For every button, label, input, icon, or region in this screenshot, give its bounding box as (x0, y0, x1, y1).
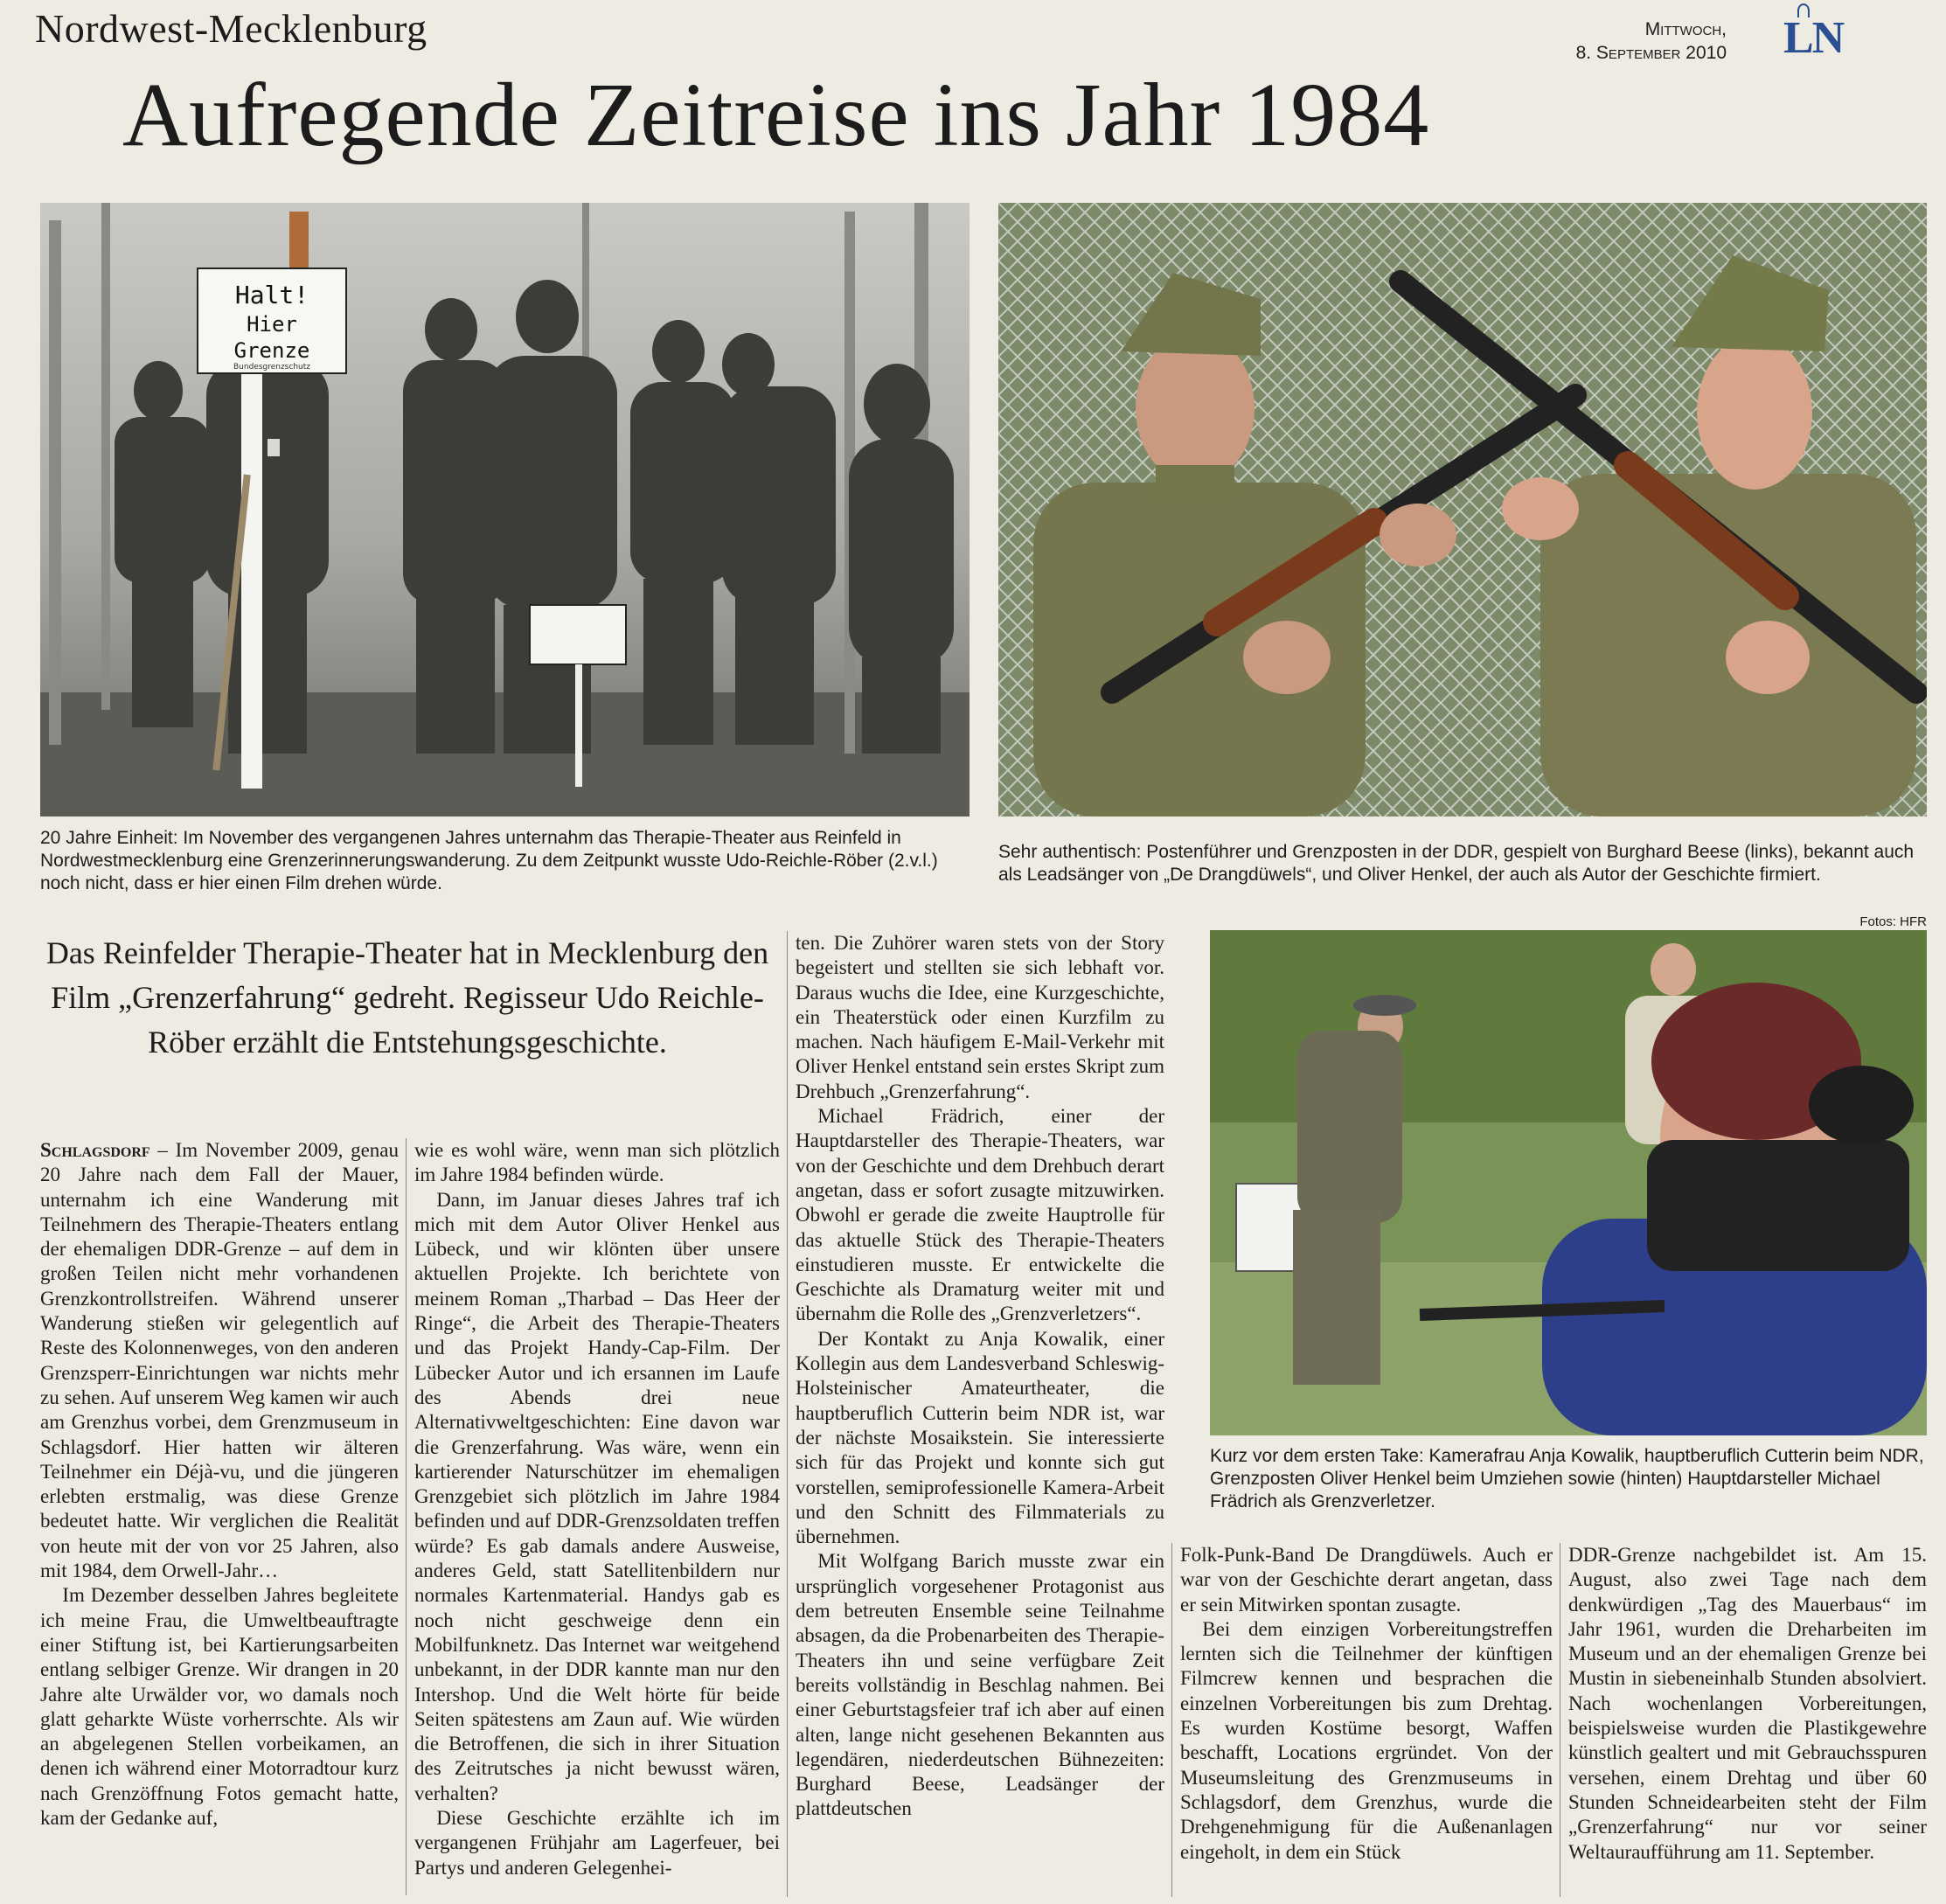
article-column-3 (796, 931, 1164, 1897)
photo-credit: Fotos: HFR (1859, 914, 1927, 929)
paragraph: Dann, im Januar dieses Jahres traf ich mich mit dem Autor Oliver Henkel aus Lübeck, und wir klönten über unsere aktuellen Projekte. Ich berichtete von meinem Roman „Tharbad – Das Heer der Ringe“, die Arbeit des Therapie-Theaters und das Projekt Handy-Cap-Film. Der Lübecker Autor und ich ersannen im Laufe des Abends drei neue Alternativweltgeschichten: Eine davon war die Grenzerfahrung. Was wäre, wenn ein kartierender Naturschützer im ehemaligen Grenzgebiet sich plötzlich im Jahre 1984 befinden und auf DDR-Grenzsoldaten treffen würde? Es gab damals andere Ausweise, anderes Geld, statt Satellitenbildern nur normales Kartenmaterial. Handys gab es noch nicht geschweige denn ein Mobilfunknetz. Das Internet war weitgehend unbekannt, in der DDR kannte man nur den Intershop. Und die Welt hörte für beide Seiten spätestens am Zaun auf. Wie würden die Betroffenen, die sich in ihrer Situation des Zeitrutsches ja nicht bewusst wären, verhalten? (414, 1188, 780, 1804)
paragraph: Folk-Punk-Band De Drangdüwels. Auch er war von der Geschichte derart angetan, dass er sein Mitwirken spontan zusagte. (1180, 1544, 1553, 1616)
paragraph: – Im November 2009, genau 20 Jahre nach dem Fall der Mauer, unternahm ich eine Wanderung mit Teilnehmern des Therapie-Theaters entlang der ehemaligen DDR-Grenze – auf dem in großen Teilen nicht mehr vorhandenen Grenzkontrollstreifen. Während unserer Wanderung stießen wir gelegentlich auf Reste des Kolonnenweges, von den anderen Grenzsperr-Einrichtungen war nichts mehr zu sehen. Auf unserem Weg kamen wir auch am Grenzhus vorbei, dem Grenzmuseum in Schlagsdorf. Hier hatten wir älteren Teilnehmer ein Déjà-vu, und die jüngeren erlebten erstmalig, was diese Grenze bedeutet hatte. Wir verglichen die Realität von heute mit der von vor 25 Jahren, also mit 1984, dem Orwell-Jahr… (40, 1139, 399, 1582)
caption-soldiers: Sehr authentisch: Postenführer und Grenzposten in der DDR, gespielt von Burghard Beese (links), bekannt auch als Leadsänger von „De Drangdüwels“, und Oliver Henkel, der auch als Autor der Geschichte firmiert. (998, 842, 1915, 885)
halt-sign-small: Bundesgrenzschutz (233, 363, 311, 372)
paragraph: Michael Frädrich, einer der Hauptdarsteller des Therapie-Theaters, war von der Geschichte und dem Drehbuch derart angetan, dass er sofort zusagte mitzuwirken. Obwohl er gerade die zweite Hauptrolle für das aktuelle Stück des Therapie-Theaters einstudieren musste. Er entwickelte die Geschichte als Dramaturg weiter mit und übernahm die Rolle des „Grenzverletzers“. (796, 1105, 1164, 1325)
section-label: Nordwest-Mecklenburg (35, 6, 427, 51)
newspaper-logo: LN (1783, 13, 1844, 63)
headline: Aufregende Zeitreise ins Jahr 1984 (122, 65, 1430, 165)
paragraph: Bei dem einzigen Vorbereitungstreffen lernten sich die Teilnehmer der künftigen Filmcrew kennen und besprachen die einzelnen Vorbereitungen bis zum Drehtag. Es wurden Kostüme besorgt, Waffen beschafft, Locations ergründet. Von der Museumsleitung des Grenzmuseums in Schlagsdorf, dem Grenzhus, wurde die Drehgenehmigung für die Außenanlagen eingeholt, in dem ein Stück (1180, 1617, 1553, 1863)
halt-sign-line2: Hier (247, 312, 297, 337)
photo-soldiers (998, 203, 1927, 816)
photo-hiking-group (40, 203, 970, 816)
article-column-2 (414, 1138, 780, 1895)
article-column-4 (1180, 1543, 1553, 1897)
paragraph: wie es wohl wäre, wenn man sich plötzlich im Jahre 1984 befinden würde. (414, 1139, 780, 1186)
issue-date (1539, 17, 1727, 65)
article-column-1 (40, 1138, 399, 1895)
paragraph: Der Kontakt zu Anja Kowalik, einer Kollegin aus dem Landesverband Schleswig-Holsteinischer Amateurtheater, die hauptberuflich Cutterin beim NDR ist, war der nächste Mosaikstein. Sie interessierte sich für das Projekt und konnte sich gut vorstellen, semiprofessionelle Kamera-Arbeit und den Schnitt des Filmmaterials zu übernehmen. (796, 1327, 1164, 1548)
halt-sign-line3: Grenze (233, 338, 310, 363)
photo-filming (1210, 930, 1927, 1435)
paragraph: Im Dezember desselben Jahres begleitete ich meine Frau, die Umweltbeauftragte einer Stiftung ist, bei Kartierungsarbeiten entlang selbiger Grenze. Wir drangen in 20 Jahre alte Urwälder vor, wo damals noch glatt geharkte Wüste vorherrschte. Als wir an abgelegenen Stellen vorbeikamen, an denen ich während einer Motorradtour kurz nach Grenzöffnung Fotos gemacht hatte, kam der Gedanke auf, (40, 1584, 399, 1830)
halt-sign-line1: Halt! (234, 281, 309, 309)
caption-filming: Kurz vor dem ersten Take: Kamerafrau Anja Kowalik, hauptberuflich Cutterin beim NDR, Grenzposten Oliver Henkel beim Umziehen sowie (hinten) Hauptdarsteller Michael Frädrich als Grenzverletzer. (1210, 1446, 1924, 1511)
paragraph: ten. Die Zuhörer waren stets von der Story begeistert und stellten sie sich lebhaft vor. Daraus wuchs die Idee, eine Kurzgeschichte, ein Theaterstück oder einen Kurzfilm zu machen. Nach häufigem E-Mail-Verkehr mit Oliver Henkel entstand sein erstes Skript zum Drehbuch „Grenzerfahrung“. (796, 932, 1164, 1102)
article-deck: Das Reinfelder Therapie-Theater hat in Mecklenburg den Film „Grenzerfahrung“ gedreht. Regisseur Udo Reichle-Röber erzählt die Entstehungsgeschichte. (45, 935, 769, 1060)
issue-date-text: 8. September 2010 (1575, 43, 1727, 63)
column-rule (406, 1138, 407, 1895)
column-rule (1171, 1543, 1172, 1897)
caption-hiking: 20 Jahre Einheit: Im November des vergangenen Jahres unternahm das Therapie-Theater aus Reinfeld in Nordwestmecklenburg eine Grenzerinnerungswanderung. Zu dem Zeitpunkt wusste Udo-Reichle-Röber (2.v.l.) noch nicht, dass er hier einen Film drehen würde. (40, 828, 938, 893)
paragraph: Mit Wolfgang Barich musste zwar ein ursprünglich vorgesehener Protagonist aus dem betreuten Ensemble seine Teilnahme absagen, da die Probenarbeiten des Therapie-Theaters ihn und seine verfügbare Zeit bereits vollständig in Beschlag nahmen. Bei einer Geburtstagsfeier traf ich aber auf einen alten, lange nicht gesehenen Bekannten aus legendären, niederdeutschen Bühnezeiten: Burghard Beese, Leadsänger der plattdeutschen (796, 1550, 1164, 1820)
column-rule (787, 931, 788, 1897)
small-blank-sign (530, 605, 626, 664)
article-column-5 (1568, 1543, 1927, 1897)
issue-weekday: Mittwoch, (1644, 19, 1727, 39)
article-dateline: Schlagsdorf (40, 1139, 150, 1161)
paragraph: Diese Geschichte erzählte ich im vergangenen Frühjahr am Lagerfeuer, bei Partys und anderen Gelegenhei- (414, 1807, 780, 1879)
paragraph: DDR-Grenze nachgebildet ist. Am 15. August, also zwei Tage nach dem denkwürdigen „Tag des Mauerbaus“ im Jahr 1961, wurden die Dreharbeiten im Museum und an der ehemaligen Grenze bei Mustin in siebeneinhalb Stunden absolviert. Nach wochenlangen Vorbereitungen, beispielsweise wurden die Plastikgewehre künstlich gealtert und mit Gebrauchsspuren versehen, einem Drehtag und über 60 Stunden Schneidearbeiten steht der Film „Grenzerfahrung“ nur vor seiner Weltauraufführung am 11. September. (1568, 1544, 1927, 1863)
